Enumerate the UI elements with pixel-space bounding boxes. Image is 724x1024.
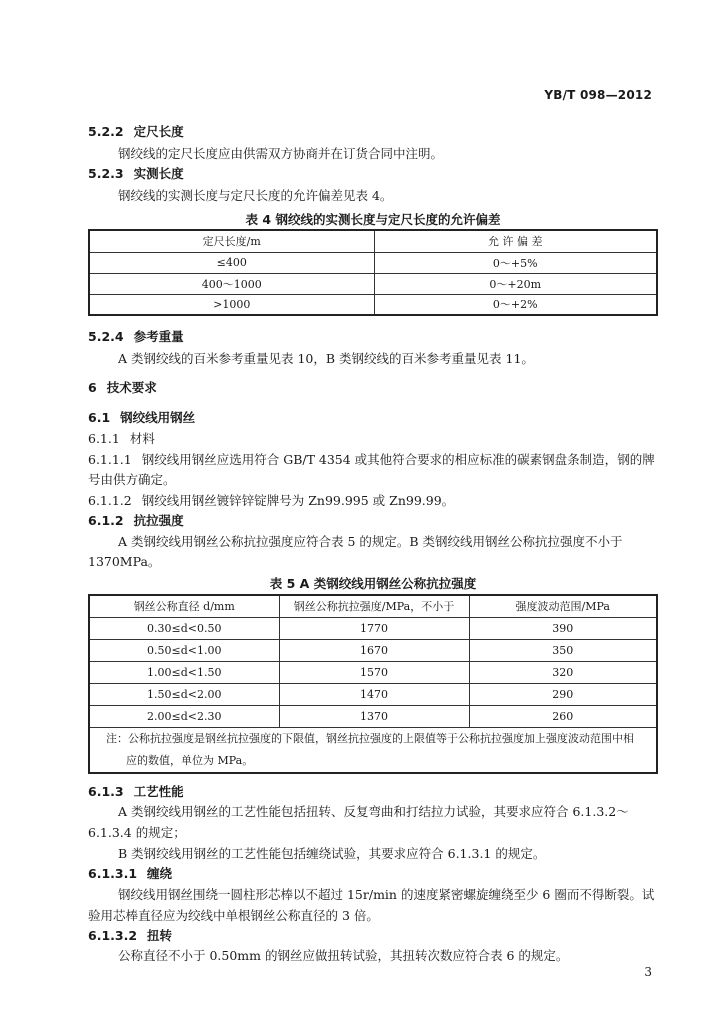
table-cell: 1.00≤d<1.50 [89, 661, 279, 683]
heading-6 [88, 378, 157, 396]
heading-6-1-3 [88, 782, 184, 800]
table-cell: 1570 [279, 661, 469, 683]
section-title: 实测长度 [133, 166, 184, 181]
table-row [89, 705, 657, 727]
paragraph-6-1-3-2: 公称直径不小于 0.50mm 的钢丝应做扭转试验，其扭转次数应符合表 6 的规定。 [118, 948, 569, 963]
note-line: 应的数值，单位为 MPa。 [126, 753, 254, 767]
table-row [89, 294, 657, 315]
paragraph-6-1-1-1 [88, 450, 655, 468]
heading-6-1-1 [88, 429, 155, 447]
heading-5-2-3 [88, 164, 184, 182]
section-title: 参考重量 [133, 329, 184, 344]
paragraph-6-1-2-cont: 1370MPa。 [88, 554, 161, 569]
section-number: 6.1 [88, 410, 111, 425]
paragraph-5-2-4: A 类钢绞线的百米参考重量见表 10，B 类钢绞线的百米参考重量见表 11。 [118, 351, 534, 366]
table-cell: 1670 [279, 639, 469, 661]
table-4 [88, 229, 658, 316]
paragraph-6-1-1-1-cont: 号由供方确定。 [88, 472, 176, 487]
table-cell: 0.50≤d<1.00 [89, 639, 279, 661]
section-number: 6.1.3.2 [88, 928, 138, 943]
section-number: 6.1.3.1 [88, 866, 138, 881]
section-title: 工艺性能 [133, 784, 184, 799]
table-header: 强度波动范围/MPa [469, 595, 657, 617]
section-title: 扭转 [147, 928, 173, 943]
paragraph-6-1-3-cont: 6.1.3.4 的规定； [88, 825, 186, 840]
table-cell: >1000 [89, 294, 374, 315]
section-number: 6.1.3 [88, 784, 124, 799]
paragraph-6-1-2: A 类钢绞线用钢丝公称抗拉强度应符合表 5 的规定。B 类钢绞线用钢丝公称抗拉强度不小于 [118, 534, 623, 549]
table-cell: 1770 [279, 617, 469, 639]
table-cell: 320 [469, 661, 657, 683]
paragraph-6-1-3-1-cont: 验用芯棒直径应为绞线中单根钢丝公称直径的 3 倍。 [88, 908, 379, 923]
table-cell: 0～+2% [374, 294, 657, 315]
section-number: 6.1.2 [88, 513, 124, 528]
table-cell: 1.50≤d<2.00 [89, 683, 279, 705]
section-title: 钢绞线用钢丝 [120, 410, 196, 425]
paragraph-6-1-3-1: 钢绞线用钢丝围绕一圆柱形芯棒以不超过 15r/min 的速度紧密螺旋缠绕至少 6 圈而不得断裂。试 [118, 887, 655, 902]
paragraph-6-1-1-2 [88, 491, 454, 509]
table-cell: 1370 [279, 705, 469, 727]
section-number: 6.1.1.2 [88, 493, 132, 508]
section-number: 6.1.1.1 [88, 452, 132, 467]
paragraph-text: 钢绞线用钢丝镀锌锌锭牌号为 Zn99.995 或 Zn99.99。 [141, 493, 455, 508]
table-header: 允 许 偏 差 [374, 230, 657, 252]
heading-6-1-3-1 [88, 864, 172, 882]
paragraph-6-1-3: A 类钢绞线用钢丝的工艺性能包括扭转、反复弯曲和打结拉力试验，其要求应符合 6.1.3.2～ [118, 804, 629, 819]
section-number: 6.1.1 [88, 431, 120, 446]
table-5 [88, 594, 658, 774]
section-title: 材料 [129, 431, 155, 446]
table-cell: ≤400 [89, 252, 374, 273]
paragraph-6-1-3-b: B 类钢绞线用钢丝的工艺性能包括缠绕试验，其要求应符合 6.1.3.1 的规定。 [118, 846, 546, 861]
table-row [89, 273, 657, 294]
table-cell: 0～+20m [374, 273, 657, 294]
table-row [89, 683, 657, 705]
section-number: 5.2.3 [88, 166, 124, 181]
table-5-caption: 表 5 A 类钢绞线用钢丝公称抗拉强度 [269, 576, 477, 591]
paragraph-text: 钢绞线用钢丝应选用符合 GB/T 4354 或其他符合要求的相应标准的碳素钢盘条制造，钢的牌 [141, 452, 655, 467]
table-cell: 0～+5% [374, 252, 657, 273]
page-number: 3 [644, 965, 652, 979]
document-code: YB/T 098—2012 [544, 88, 652, 102]
table-cell: 2.00≤d<2.30 [89, 705, 279, 727]
heading-6-1-2 [88, 511, 184, 529]
table-cell: 260 [469, 705, 657, 727]
heading-5-2-2 [88, 122, 184, 140]
section-title: 缠绕 [147, 866, 173, 881]
section-number: 6 [88, 380, 97, 395]
table-cell: 390 [469, 617, 657, 639]
table-header: 钢丝公称抗拉强度/MPa，不小于 [279, 595, 469, 617]
table-header: 钢丝公称直径 d/mm [89, 595, 279, 617]
paragraph-5-2-3: 钢绞线的实测长度与定尺长度的允许偏差见表 4。 [118, 188, 393, 203]
paragraph-5-2-2: 钢绞线的定尺长度应由供需双方协商并在订货合同中注明。 [118, 146, 444, 161]
table-header: 定尺长度/m [89, 230, 374, 252]
table-cell: 0.30≤d<0.50 [89, 617, 279, 639]
heading-5-2-4 [88, 327, 184, 345]
table-row [89, 617, 657, 639]
section-title: 抗拉强度 [133, 513, 184, 528]
section-number: 5.2.2 [88, 124, 124, 139]
section-number: 5.2.4 [88, 329, 124, 344]
section-title: 定尺长度 [133, 124, 184, 139]
table-cell: 350 [469, 639, 657, 661]
table-row [89, 639, 657, 661]
table-4-caption: 表 4 钢绞线的实测长度与定尺长度的允许偏差 [245, 212, 501, 227]
note-line: 注：公称抗拉强度是钢丝抗拉强度的下限值，钢丝抗拉强度的上限值等于公称抗拉强度加上强度波动范围中相 [106, 731, 634, 745]
heading-6-1 [88, 408, 195, 426]
table-cell: 400～1000 [89, 273, 374, 294]
section-title: 技术要求 [106, 380, 157, 395]
table-row [89, 661, 657, 683]
table-cell: 1470 [279, 683, 469, 705]
table-cell: 290 [469, 683, 657, 705]
heading-6-1-3-2 [88, 926, 172, 944]
table-row [89, 252, 657, 273]
table-note [89, 727, 657, 773]
